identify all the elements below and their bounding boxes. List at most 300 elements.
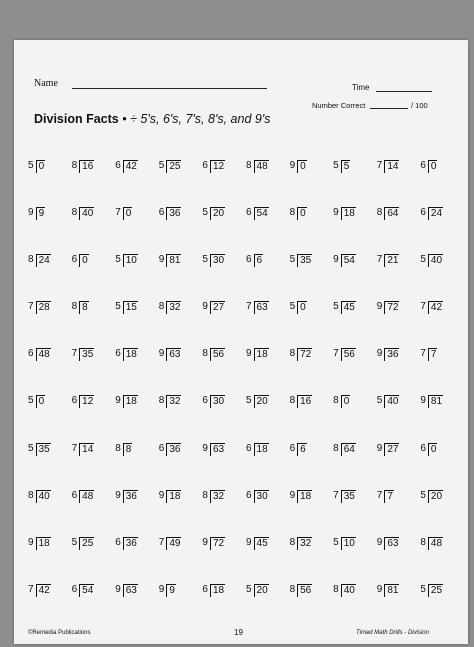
divisor: 9 <box>289 489 296 501</box>
division-problem <box>28 301 72 348</box>
divisor: 6 <box>158 207 165 219</box>
division-problem <box>28 254 72 301</box>
divisor: 8 <box>333 442 339 454</box>
dividend: 36 <box>123 490 138 503</box>
divisor: 7 <box>28 583 34 595</box>
number-correct-field-line[interactable] <box>370 108 408 109</box>
division-problem <box>246 254 290 301</box>
divisor: 6 <box>71 254 78 266</box>
dividend: 35 <box>297 254 312 267</box>
dividend: 10 <box>341 537 356 550</box>
dividend: 28 <box>36 301 51 314</box>
division-problem <box>202 160 246 207</box>
worksheet-page <box>14 40 468 644</box>
division-problem <box>115 443 159 490</box>
dividend: 21 <box>384 254 399 267</box>
division-problem <box>290 207 334 254</box>
division-problem <box>290 443 334 490</box>
divisor: 7 <box>420 301 426 313</box>
division-problem <box>159 254 203 301</box>
dividend: 42 <box>123 160 138 173</box>
divisor: 8 <box>245 160 252 171</box>
divisor: 9 <box>28 207 34 219</box>
divisor: 9 <box>245 536 252 548</box>
dividend: 72 <box>210 537 225 550</box>
dividend: 36 <box>384 348 399 361</box>
division-problem <box>202 301 246 348</box>
divisor: 7 <box>158 536 165 548</box>
divisor: 8 <box>28 254 34 266</box>
divisor: 8 <box>158 395 165 407</box>
divisor: 9 <box>376 348 383 360</box>
division-problem <box>115 207 159 254</box>
division-problem <box>333 348 377 395</box>
dividend: 40 <box>428 254 443 267</box>
dividend: 32 <box>166 395 181 408</box>
division-problem <box>159 584 203 631</box>
divisor: 8 <box>115 442 121 454</box>
divisor: 6 <box>202 160 208 171</box>
time-field-line[interactable] <box>376 91 432 92</box>
dividend: 20 <box>254 584 269 597</box>
dividend: 40 <box>79 207 94 220</box>
divisor: 5 <box>71 536 78 548</box>
divisor: 9 <box>115 489 121 501</box>
division-problem <box>377 490 421 537</box>
divisor: 9 <box>158 489 165 501</box>
division-problem <box>420 348 464 395</box>
dividend: 30 <box>210 395 225 408</box>
dividend: 54 <box>341 254 356 267</box>
dividend: 48 <box>428 537 443 550</box>
divisor: 5 <box>333 301 339 313</box>
dividend: 30 <box>254 490 269 503</box>
dividend: 8 <box>123 443 133 456</box>
division-problem <box>72 160 116 207</box>
dividend: 42 <box>36 584 51 597</box>
division-problem <box>377 254 421 301</box>
division-problem <box>290 348 334 395</box>
division-problem <box>246 490 290 537</box>
division-problem <box>28 490 72 537</box>
divisor: 8 <box>202 489 208 501</box>
division-problem <box>115 160 159 207</box>
division-problem <box>115 395 159 442</box>
divisor: 7 <box>28 301 34 313</box>
division-problem <box>28 537 72 584</box>
division-problem <box>115 301 159 348</box>
dividend: 27 <box>210 301 225 314</box>
dividend: 25 <box>166 160 181 173</box>
dividend: 24 <box>428 207 443 220</box>
division-problem <box>377 207 421 254</box>
bleed-through-shadow <box>314 104 464 164</box>
divisor: 5 <box>420 254 426 266</box>
division-problem <box>246 207 290 254</box>
dividend: 24 <box>36 254 51 267</box>
divisor: 9 <box>202 536 208 548</box>
division-problem <box>202 584 246 631</box>
dividend: 72 <box>384 301 399 314</box>
divisor: 7 <box>245 301 252 313</box>
dividend: 5 <box>341 160 351 173</box>
divisor: 8 <box>289 395 296 407</box>
dividend: 18 <box>254 443 269 456</box>
divisor: 9 <box>158 583 165 595</box>
divisor: 6 <box>28 348 34 360</box>
divisor: 8 <box>420 536 426 548</box>
divisor: 9 <box>158 254 165 266</box>
division-problem <box>159 160 203 207</box>
divisor: 6 <box>202 395 208 407</box>
divisor: 5 <box>289 254 296 266</box>
divisor: 7 <box>71 442 78 454</box>
dividend: 35 <box>36 443 51 456</box>
division-problem <box>28 207 72 254</box>
divisor: 9 <box>289 160 296 171</box>
divisor: 9 <box>333 207 339 219</box>
dividend: 32 <box>166 301 181 314</box>
divisor: 8 <box>158 301 165 313</box>
division-problem <box>246 348 290 395</box>
division-problem <box>290 301 334 348</box>
division-problem <box>420 443 464 490</box>
division-problem <box>72 207 116 254</box>
division-problem <box>290 584 334 631</box>
dividend: 25 <box>79 537 94 550</box>
divisor: 6 <box>115 348 121 360</box>
division-problem <box>202 254 246 301</box>
division-problem <box>246 537 290 584</box>
divisor: 5 <box>28 395 34 407</box>
division-problem <box>72 395 116 442</box>
dividend: 0 <box>36 395 46 408</box>
divisor: 5 <box>333 536 339 548</box>
title-subtitle: • ÷ 5's, 6's, 7's, 8's, and 9's <box>118 112 271 126</box>
divisor: 8 <box>333 583 339 595</box>
dividend: 40 <box>384 395 399 408</box>
divisor: 6 <box>289 442 296 454</box>
divisor: 6 <box>245 254 252 266</box>
title-main: Division Facts <box>34 112 119 126</box>
divisor: 9 <box>420 395 426 407</box>
divisor: 5 <box>420 583 426 595</box>
divisor: 7 <box>376 254 383 266</box>
divisor: 9 <box>202 442 208 454</box>
dividend: 63 <box>123 584 138 597</box>
divisor: 9 <box>115 395 121 407</box>
dividend: 7 <box>384 490 394 503</box>
dividend: 9 <box>166 584 176 597</box>
divisor: 6 <box>71 395 78 407</box>
number-correct-label: Number Correct <box>312 101 366 110</box>
division-problem <box>377 160 421 207</box>
dividend: 35 <box>79 348 94 361</box>
division-problem <box>202 537 246 584</box>
dividend: 81 <box>166 254 181 267</box>
divisor: 9 <box>333 254 339 266</box>
division-problem <box>159 348 203 395</box>
dividend: 20 <box>428 490 443 503</box>
divisor: 6 <box>420 160 426 171</box>
dividend: 18 <box>166 490 181 503</box>
dividend: 72 <box>297 348 312 361</box>
dividend: 0 <box>79 254 89 267</box>
division-problem <box>420 490 464 537</box>
divisor: 9 <box>376 583 383 595</box>
division-problem <box>246 301 290 348</box>
division-problem <box>377 443 421 490</box>
dividend: 25 <box>428 584 443 597</box>
name-label: Name <box>34 78 58 89</box>
dividend: 8 <box>79 301 89 314</box>
divisor: 7 <box>333 348 339 360</box>
division-problem <box>28 395 72 442</box>
division-problem <box>290 395 334 442</box>
dividend: 63 <box>210 443 225 456</box>
divisor: 8 <box>289 348 296 360</box>
page-number: 19 <box>234 628 243 637</box>
division-problem <box>333 395 377 442</box>
divisor: 9 <box>202 301 208 313</box>
divisor: 7 <box>420 348 426 360</box>
division-problem <box>333 443 377 490</box>
divisor: 6 <box>115 160 121 171</box>
dividend: 20 <box>210 207 225 220</box>
dividend: 48 <box>79 490 94 503</box>
dividend: 54 <box>254 207 269 220</box>
division-problem <box>420 207 464 254</box>
divisor: 7 <box>333 489 339 501</box>
divisor: 6 <box>71 489 78 501</box>
divisor: 8 <box>333 395 339 407</box>
division-problem <box>377 301 421 348</box>
divisor: 7 <box>376 160 383 171</box>
divisor: 5 <box>28 442 34 454</box>
division-problem <box>159 395 203 442</box>
dividend: 36 <box>166 207 181 220</box>
divisor: 5 <box>115 301 121 313</box>
division-problem <box>159 537 203 584</box>
dividend: 20 <box>254 395 269 408</box>
dividend: 56 <box>341 348 356 361</box>
time-label: Time <box>352 83 370 92</box>
dividend: 36 <box>123 537 138 550</box>
dividend: 36 <box>166 443 181 456</box>
division-problem <box>72 301 116 348</box>
division-problem <box>159 301 203 348</box>
name-field-line[interactable] <box>72 88 267 89</box>
division-problem <box>202 443 246 490</box>
dividend: 6 <box>297 443 307 456</box>
dividend: 0 <box>123 207 133 220</box>
dividend: 0 <box>36 160 46 173</box>
dividend: 40 <box>36 490 51 503</box>
dividend: 56 <box>297 584 312 597</box>
dividend: 0 <box>297 301 307 314</box>
divisor: 9 <box>158 348 165 360</box>
division-problem <box>72 443 116 490</box>
dividend: 18 <box>254 348 269 361</box>
dividend: 45 <box>254 537 269 550</box>
number-correct-total: / 100 <box>411 101 428 110</box>
divisor: 6 <box>202 583 208 595</box>
publisher-credit: ©Remedia Publications <box>28 630 91 636</box>
dividend: 16 <box>297 395 312 408</box>
divisor: 9 <box>115 583 121 595</box>
dividend: 48 <box>36 348 51 361</box>
divisor: 5 <box>289 301 296 313</box>
dividend: 32 <box>210 490 225 503</box>
divisor: 8 <box>289 583 296 595</box>
dividend: 0 <box>297 207 307 220</box>
division-problem <box>159 207 203 254</box>
dividend: 64 <box>341 443 356 456</box>
divisor: 6 <box>71 583 78 595</box>
divisor: 8 <box>71 301 78 313</box>
division-problem <box>377 584 421 631</box>
divisor: 8 <box>202 348 208 360</box>
division-problem <box>28 160 72 207</box>
dividend: 35 <box>341 490 356 503</box>
division-problem <box>290 254 334 301</box>
division-problem <box>420 537 464 584</box>
dividend: 27 <box>384 443 399 456</box>
dividend: 7 <box>428 348 438 361</box>
division-problem <box>159 443 203 490</box>
divisor: 5 <box>115 254 121 266</box>
division-problem <box>377 395 421 442</box>
division-problem <box>333 490 377 537</box>
dividend: 40 <box>341 584 356 597</box>
division-problem <box>28 443 72 490</box>
worksheet-title <box>34 112 270 126</box>
dividend: 15 <box>123 301 138 314</box>
division-problem <box>115 537 159 584</box>
dividend: 18 <box>341 207 356 220</box>
division-problem <box>246 395 290 442</box>
dividend: 81 <box>384 584 399 597</box>
divisor: 6 <box>245 442 252 454</box>
division-problem <box>202 395 246 442</box>
divisor: 9 <box>245 348 252 360</box>
division-problem <box>333 254 377 301</box>
dividend: 0 <box>428 443 438 456</box>
division-problem <box>420 301 464 348</box>
division-problem <box>28 348 72 395</box>
dividend: 63 <box>254 301 269 314</box>
divisor: 5 <box>333 160 339 171</box>
divisor: 6 <box>245 207 252 219</box>
problem-grid <box>28 160 464 631</box>
divisor: 6 <box>115 536 121 548</box>
division-problem <box>202 348 246 395</box>
divisor: 8 <box>376 207 383 219</box>
divisor: 5 <box>202 254 208 266</box>
division-problem <box>333 160 377 207</box>
division-problem <box>333 584 377 631</box>
division-problem <box>420 160 464 207</box>
dividend: 0 <box>428 160 438 173</box>
divisor: 6 <box>420 207 426 219</box>
divisor: 9 <box>28 536 34 548</box>
division-problem <box>159 490 203 537</box>
divisor: 9 <box>376 301 383 313</box>
divisor: 9 <box>376 442 383 454</box>
divisor: 5 <box>376 395 383 407</box>
dividend: 81 <box>428 395 443 408</box>
dividend: 48 <box>254 160 269 173</box>
dividend: 12 <box>210 160 225 173</box>
dividend: 0 <box>297 160 307 173</box>
divisor: 8 <box>28 489 34 501</box>
dividend: 42 <box>428 301 443 314</box>
division-problem <box>72 348 116 395</box>
dividend: 30 <box>210 254 225 267</box>
divisor: 5 <box>28 160 34 171</box>
divisor: 5 <box>420 489 426 501</box>
dividend: 45 <box>341 301 356 314</box>
divisor: 5 <box>245 395 252 407</box>
dividend: 9 <box>36 207 46 220</box>
dividend: 32 <box>297 537 312 550</box>
division-problem <box>377 537 421 584</box>
division-problem <box>246 584 290 631</box>
divisor: 6 <box>420 442 426 454</box>
divisor: 6 <box>245 489 252 501</box>
division-problem <box>290 160 334 207</box>
dividend: 63 <box>384 537 399 550</box>
dividend: 0 <box>341 395 351 408</box>
divisor: 8 <box>71 160 78 171</box>
divisor: 7 <box>376 489 383 501</box>
dividend: 18 <box>297 490 312 503</box>
dividend: 63 <box>166 348 181 361</box>
division-problem <box>28 584 72 631</box>
division-problem <box>72 490 116 537</box>
division-problem <box>115 490 159 537</box>
division-problem <box>72 537 116 584</box>
divisor: 9 <box>376 536 383 548</box>
dividend: 12 <box>79 395 94 408</box>
divisor: 8 <box>289 207 296 219</box>
divisor: 8 <box>289 536 296 548</box>
division-problem <box>72 254 116 301</box>
division-problem <box>290 537 334 584</box>
divisor: 7 <box>115 207 121 219</box>
divisor: 7 <box>71 348 78 360</box>
division-problem <box>333 301 377 348</box>
dividend: 18 <box>210 584 225 597</box>
divisor: 8 <box>71 207 78 219</box>
division-problem <box>420 254 464 301</box>
division-problem <box>420 584 464 631</box>
dividend: 18 <box>123 395 138 408</box>
division-problem <box>333 207 377 254</box>
division-problem <box>72 584 116 631</box>
dividend: 10 <box>123 254 138 267</box>
division-problem <box>202 490 246 537</box>
dividend: 14 <box>384 160 399 173</box>
division-problem <box>202 207 246 254</box>
divisor: 5 <box>245 583 252 595</box>
division-problem <box>420 395 464 442</box>
division-problem <box>246 443 290 490</box>
division-problem <box>377 348 421 395</box>
book-title: Timed Math Drills - Division <box>356 630 429 636</box>
dividend: 54 <box>79 584 94 597</box>
dividend: 64 <box>384 207 399 220</box>
